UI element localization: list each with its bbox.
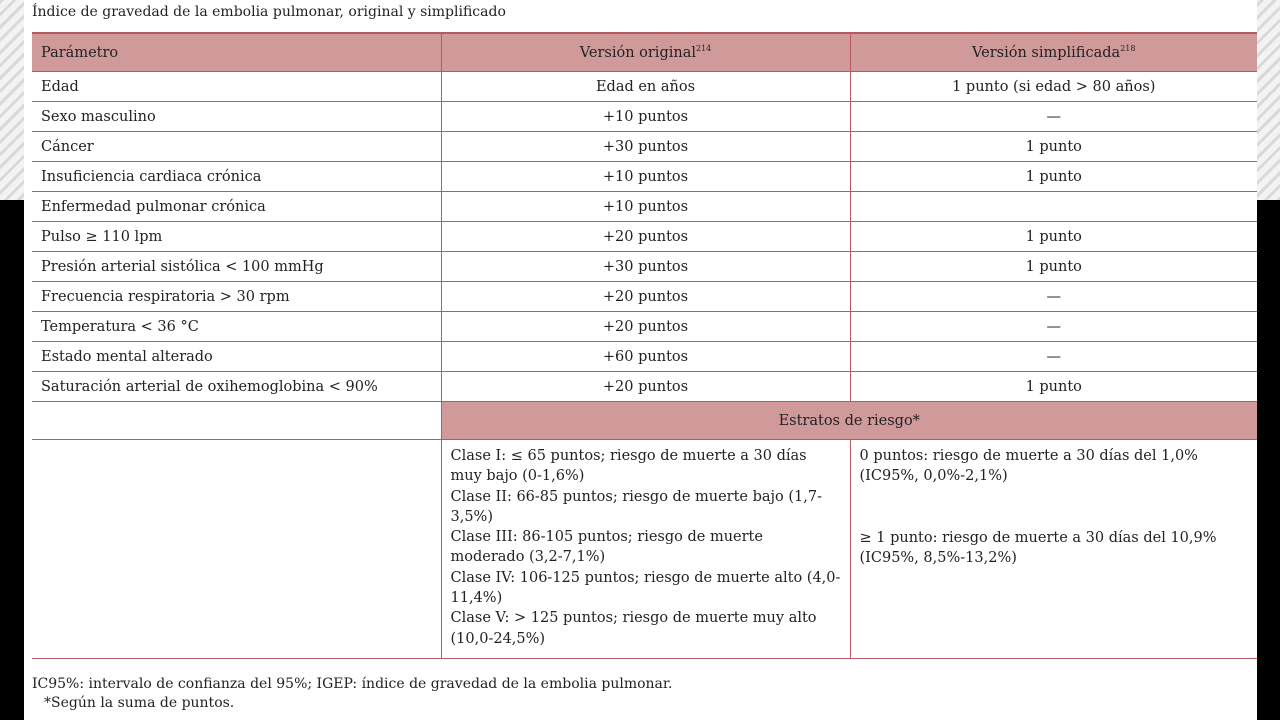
row-param: Frecuencia respiratoria > 30 rpm [32, 282, 441, 312]
row-original: +60 puntos [441, 342, 850, 372]
row-original: +20 puntos [441, 312, 850, 342]
row-param: Estado mental alterado [32, 342, 441, 372]
row-simplified: — [850, 342, 1257, 372]
table-row [32, 282, 1257, 312]
row-param: Pulso ≥ 110 lpm [32, 222, 441, 252]
row-original: +20 puntos [441, 372, 850, 402]
risk-class-3: Clase III: 86-105 puntos; riesgo de muerte moderado (3,2-7,1%) [450, 529, 763, 566]
row-simplified: 1 punto [850, 222, 1257, 252]
row-simplified: 1 punto [850, 372, 1257, 402]
table-caption: Índice de gravedad de la embolia pulmonar, original y simplificado [32, 4, 506, 20]
table-row [32, 132, 1257, 162]
row-original: +10 puntos [441, 102, 850, 132]
header-simplified: Versión simplificada$^{218}$ [850, 33, 1257, 72]
table-row [32, 192, 1257, 222]
row-original: +20 puntos [441, 222, 850, 252]
row-original: +10 puntos [441, 162, 850, 192]
table-row [32, 72, 1257, 102]
risk-class-1: Clase I: ≤ 65 puntos; riesgo de muerte a 30 días muy bajo (0-1,6%) [450, 448, 807, 485]
row-param: Insuficiencia cardiaca crónica [32, 162, 441, 192]
original-strata [441, 440, 850, 659]
row-param: Saturación arterial de oxihemoglobina < 90% [32, 372, 441, 402]
strata-header-row [32, 402, 1257, 440]
row-param: Cáncer [32, 132, 441, 162]
spacer [860, 487, 1249, 528]
simplified-risk-low: 0 puntos: riesgo de muerte a 30 días del 1,0% (IC95%, 0,0%-2,1%) [859, 448, 1198, 485]
row-simplified: 1 punto [850, 132, 1257, 162]
table-row [32, 372, 1257, 402]
strata-row [32, 440, 1257, 659]
strata-blank-cell [32, 440, 441, 659]
table-row [32, 222, 1257, 252]
simplified-ref: 218 [1120, 43, 1136, 53]
simplified-risk-high: ≥ 1 punto: riesgo de muerte a 30 días del 10,9% (IC95%, 8,5%-13,2%) [859, 529, 1217, 566]
row-original: Edad en años [441, 72, 850, 102]
row-original: +10 puntos [441, 192, 850, 222]
row-param: Edad [32, 72, 441, 102]
risk-class-5: Clase V: > 125 puntos; riesgo de muerte muy alto (10,0-24,5%) [450, 610, 817, 647]
pesi-table [32, 32, 1257, 659]
row-original: +30 puntos [441, 252, 850, 282]
row-simplified [850, 192, 1257, 222]
table-row [32, 162, 1257, 192]
original-ref: 214 [695, 43, 712, 53]
row-simplified: — [850, 102, 1257, 132]
row-original: +20 puntos [441, 282, 850, 312]
table-row [32, 102, 1257, 132]
row-simplified: 1 punto (si edad > 80 años) [850, 72, 1257, 102]
header-row [32, 33, 1257, 72]
row-param: Enfermedad pulmonar crónica [32, 192, 441, 222]
document-page [24, 0, 1257, 720]
row-simplified: — [850, 312, 1257, 342]
row-param: Presión arterial sistólica < 100 mmHg [32, 252, 441, 282]
table-row [32, 252, 1257, 282]
row-param: Sexo masculino [32, 102, 441, 132]
header-param: Parámetro [32, 33, 441, 72]
row-simplified: 1 punto [850, 252, 1257, 282]
strata-header: Estratos de riesgo* [441, 402, 1257, 440]
risk-class-2: Clase II: 66-85 puntos; riesgo de muerte bajo (1,7-3,5%) [450, 488, 822, 525]
footnote-abbreviations: IC95%: intervalo de confianza del 95%; IGEP: índice de gravedad de la embolia pulmonar. [32, 676, 673, 692]
simplified-strata [850, 440, 1257, 659]
row-simplified: 1 punto [850, 162, 1257, 192]
row-simplified: — [850, 282, 1257, 312]
header-original: Versión original$^{214}$ [441, 33, 850, 72]
table-row [32, 342, 1257, 372]
risk-class-4: Clase IV: 106-125 puntos; riesgo de muerte alto (4,0-11,4%) [450, 569, 841, 607]
strata-blank-cell [32, 402, 441, 440]
footnote-asterisk: *Según la suma de puntos. [44, 695, 235, 711]
row-original: +30 puntos [441, 132, 850, 162]
table-row [32, 312, 1257, 342]
row-param: Temperatura < 36 °C [32, 312, 441, 342]
